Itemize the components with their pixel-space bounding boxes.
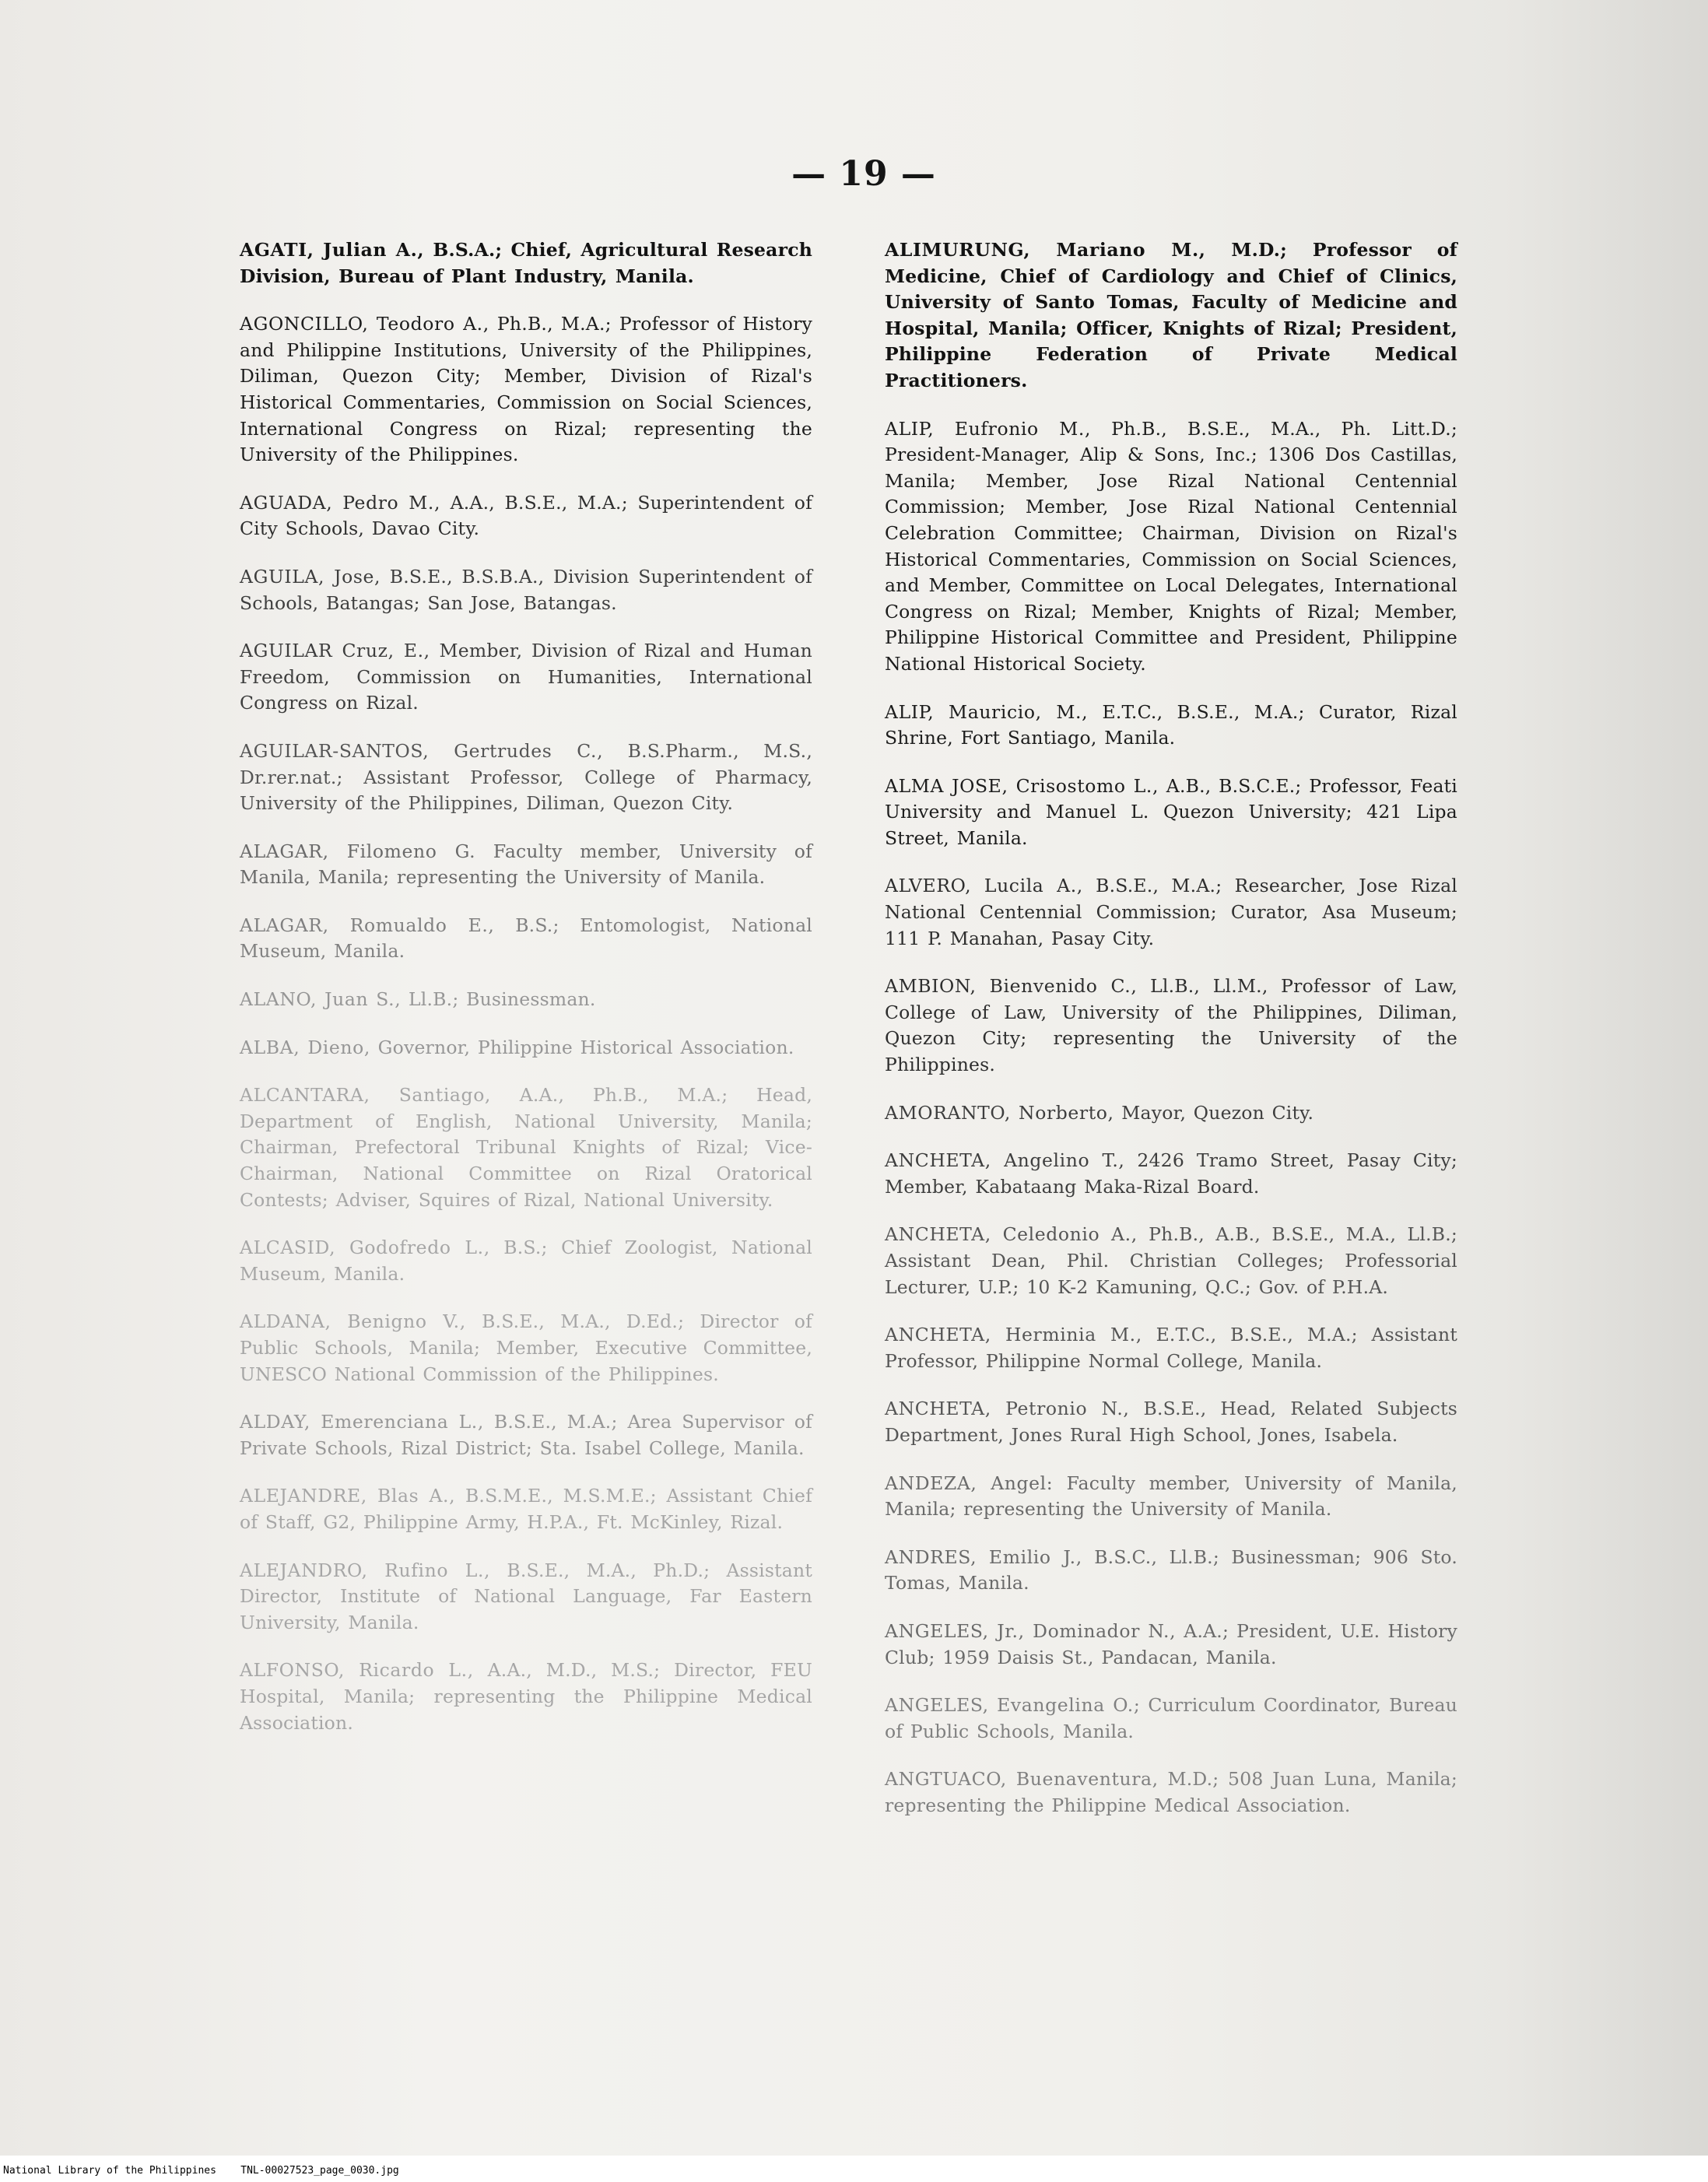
entry-name: ALANO, Juan S., xyxy=(240,988,402,1011)
directory-entry xyxy=(240,490,812,542)
directory-entry xyxy=(885,1100,1457,1127)
directory-entry xyxy=(885,973,1457,1078)
entry-details: B.S.M.E., M.S.M.E.; Assistant Chief of Staff, G2, Philippine Army, H.P.A., Ft. McKinley, Rizal. xyxy=(240,1485,813,1533)
entry-name: AMORANTO, Norberto, xyxy=(885,1101,1114,1124)
entry-name: ALDANA, Benigno V., xyxy=(240,1310,466,1333)
directory-entry xyxy=(240,638,812,717)
entry-name: ALIP, Mauricio, M., xyxy=(885,700,1089,723)
entry-name: ALIP, Eufronio M., xyxy=(885,417,1092,440)
directory-entry xyxy=(240,311,812,468)
entry-details: Ll.B.; Businessman. xyxy=(408,988,596,1011)
entry-name: AGUADA, Pedro M., xyxy=(240,491,441,514)
entry-name: ALEJANDRO, Rufino L., xyxy=(240,1559,491,1581)
entry-details: B.S.E., M.A., D.Ed.; Director of Public Schools, Manila; Member, Executive Committee, UNESCO National Commission of the Philippines. xyxy=(240,1310,812,1385)
directory-entry xyxy=(240,1558,812,1636)
directory-entry xyxy=(885,1322,1457,1374)
directory-entry xyxy=(885,1222,1457,1300)
directory-entry xyxy=(240,738,812,817)
entry-name: ALAGAR, Filomeno G. xyxy=(240,840,476,862)
directory-entry xyxy=(885,1545,1457,1597)
entry-name: ALFONSO, Ricardo L., xyxy=(240,1659,474,1682)
entry-details: A.A., Ph.B., M.A.; Head, Department of English, National University, Manila; Chairman, Prefectoral Tribunal Knights of Rizal; Vice-Chairman, National Committee on Rizal Oratorical Contests; Adviser, Squires of Rizal, National University. xyxy=(240,1084,812,1211)
directory-entry xyxy=(885,1396,1457,1448)
entry-details: E.T.C., B.S.E., M.A.; Assistant Professor, Philippine Normal College, Manila. xyxy=(885,1324,1457,1372)
directory-entry xyxy=(240,1035,812,1061)
entry-details: Curriculum Coordinator, Bureau of Public Schools, Manila. xyxy=(885,1694,1458,1742)
directory-entry xyxy=(240,913,812,965)
directory-entry xyxy=(240,564,812,616)
entry-name: ANCHETA, Herminia M., xyxy=(885,1324,1142,1346)
entry-name: ANDRES, Emilio J., xyxy=(885,1545,1082,1568)
directory-entry xyxy=(240,1235,812,1287)
entry-details: A.A., B.S.E., M.A.; Superintendent of City Schools, Davao City. xyxy=(240,491,812,540)
entry-name: AGUILAR-SANTOS, Gertrudes C., xyxy=(240,739,604,762)
directory-entry xyxy=(885,700,1457,752)
entry-name: ANCHETA, Celedonio A., xyxy=(885,1223,1138,1246)
directory-entry xyxy=(240,1658,812,1736)
entry-details: Ph.B., M.A.; Professor of History and Philippine Institutions, University of the Philippines, Diliman, Quezon City; Member, Division of Rizal's Historical Commentaries, Commission on Social Sciences, International Congress on Rizal; representing the University of the Philippines. xyxy=(240,313,812,466)
directory-entry xyxy=(885,873,1457,952)
entry-details: Governor, Philippine Historical Association. xyxy=(377,1036,794,1058)
entry-details: Faculty member, University of Manila, Manila; representing the University of Manila. xyxy=(885,1472,1457,1521)
entry-name: ANGELES, Jr., Dominador N., xyxy=(885,1619,1177,1642)
left-column xyxy=(240,237,812,1758)
entry-name: ALIMURUNG, Mariano M., xyxy=(885,239,1206,261)
directory-entry xyxy=(240,1082,812,1213)
entry-name: ALMA JOSE, Crisostomo L., xyxy=(885,774,1159,797)
entry-details: M.D.; Professor of Medicine, Chief of Cardiology and Chief of Clinics, University of Santo Tomas, Faculty of Medicine and Hospital, Manila; Officer, Knights of Rizal; President, Philippine Federation of Private Medical Practitioners. xyxy=(885,239,1457,391)
right-column xyxy=(885,237,1457,1841)
entry-details: B.S.C., Ll.B.; Businessman; 906 Sto. Tomas, Manila. xyxy=(885,1545,1457,1594)
directory-entry xyxy=(240,987,812,1013)
entry-details: B.S.Pharm., M.S., Dr.rer.nat.; Assistant Professor, College of Pharmacy, University of the Philippines, Diliman, Quezon City. xyxy=(240,739,812,815)
footer-bar xyxy=(0,2156,1708,2182)
entry-details: B.S.E., M.A.; Area Supervisor of Private Schools, Rizal District; Sta. Isabel College, Manila. xyxy=(240,1411,813,1459)
entry-name: AGATI, Julian A., xyxy=(240,239,425,261)
entry-details: M.D.; 508 Juan Luna, Manila; representing the Philippine Medical Association. xyxy=(885,1768,1458,1816)
entry-details: B.S.; Entomologist, National Museum, Manila. xyxy=(240,914,812,963)
entry-details: A.A.; President, U.E. History Club; 1959 Daisis St., Pandacan, Manila. xyxy=(885,1619,1458,1668)
entry-details: B.S.E., Head, Related Subjects Department, Jones Rural High School, Jones, Isabela. xyxy=(885,1398,1457,1446)
directory-entry xyxy=(240,237,812,289)
directory-entry xyxy=(240,1409,812,1461)
directory-entry xyxy=(885,1693,1457,1745)
entry-details: B.S.E., B.S.B.A., Division Superintendent of Schools, Batangas; San Jose, Batangas. xyxy=(240,565,813,614)
entry-name: AGONCILLO, Teodoro A., xyxy=(240,313,489,335)
directory-entry xyxy=(885,774,1457,852)
entry-details: B.S.E., M.A.; Researcher, Jose Rizal National Centennial Commission; Curator, Asa Museum; 111 P. Manahan, Pasay City. xyxy=(885,875,1458,949)
entry-name: AMBION, Bienvenido C., xyxy=(885,975,1138,998)
entry-name: ANCHETA, Angelino T., xyxy=(885,1149,1125,1172)
entry-name: ALCANTARA, Santiago, xyxy=(240,1084,492,1107)
entry-details: Faculty member, University of Manila, Manila; representing the University of Manila. xyxy=(240,840,812,889)
entry-name: ANGTUACO, Buenaventura, xyxy=(885,1768,1159,1791)
directory-entry xyxy=(240,1483,812,1535)
entry-details: Ph.B., B.S.E., M.A., Ph. Litt.D.; President-Manager, Alip & Sons, Inc.; 1306 Dos Castillas, Manila; Member, Jose Rizal National Centennial Commission; Member, Jose Rizal National Centennial Celebration Committee; Chairman, Division on Rizal's Historical Commentaries, Commission on Social Sciences, and Member, Committee on Local Delegates, International Congress on Rizal; Member, Knights of Rizal; Member, Philippine Historical Committee and President, Philippine National Historical Society. xyxy=(885,417,1457,675)
footer-library: National Library of the Philippines xyxy=(3,2165,216,2177)
entry-name: ALEJANDRE, Blas A., xyxy=(240,1485,456,1507)
entry-details: A.A., M.D., M.S.; Director, FEU Hospital, Manila; representing the Philippine Medical Association. xyxy=(240,1659,812,1734)
entry-name: ALVERO, Lucila A., xyxy=(885,875,1083,897)
footer-filename: TNL-00027523_page_0030.jpg xyxy=(240,2165,399,2177)
entry-name: ALDAY, Emerenciana L., xyxy=(240,1411,484,1433)
entry-details: Ll.B., Ll.M., Professor of Law, College of Law, University of the Philippines, Diliman, Quezon City; representing the University of the Philippines. xyxy=(885,975,1457,1076)
footer-caption xyxy=(3,2165,399,2177)
directory-entry xyxy=(885,1619,1457,1671)
entry-details: B.S.A.; Chief, Agricultural Research Division, Bureau of Plant Industry, Manila. xyxy=(240,239,812,287)
directory-entry xyxy=(240,1309,812,1387)
entry-name: ANGELES, Evangelina O.; xyxy=(885,1694,1141,1717)
entry-details: 2426 Tramo Street, Pasay City; Member, Kabataang Maka-Rizal Board. xyxy=(885,1149,1457,1198)
entry-details: B.S.; Chief Zoologist, National Museum, Manila. xyxy=(240,1237,812,1285)
entry-details: Member, Division of Rizal and Human Freedom, Commission on Humanities, International Congress on Rizal. xyxy=(240,640,812,714)
entry-details: B.S.E., M.A., Ph.D.; Assistant Director, Institute of National Language, Far Eastern University, Manila. xyxy=(240,1559,812,1633)
entry-name: ANDEZA, Angel: xyxy=(885,1472,1054,1494)
directory-entry xyxy=(885,416,1457,678)
entry-details: E.T.C., B.S.E., M.A.; Curator, Rizal Shrine, Fort Santiago, Manila. xyxy=(885,700,1458,749)
directory-entry xyxy=(885,237,1457,395)
entry-name: ALBA, Dieno, xyxy=(240,1036,370,1058)
entry-details: Ph.B., A.B., B.S.E., M.A., Ll.B.; Assistant Dean, Phil. Christian Colleges; Professorial Lecturer, U.P.; 10 K-2 Kamuning, Q.C.; Gov. of P.H.A. xyxy=(885,1223,1457,1298)
directory-entry xyxy=(240,839,812,891)
entry-name: ANCHETA, Petronio N., xyxy=(885,1398,1130,1420)
entry-details: Mayor, Quezon City. xyxy=(1121,1101,1314,1124)
directory-entry xyxy=(885,1471,1457,1523)
entry-name: ALCASID, Godofredo L., xyxy=(240,1237,490,1259)
directory-entry xyxy=(885,1148,1457,1200)
directory-entry xyxy=(885,1766,1457,1819)
entry-details: A.B., B.S.C.E.; Professor, Feati University and Manuel L. Quezon University; 421 Lipa Street, Manila. xyxy=(885,774,1458,849)
entry-name: ALAGAR, Romualdo E., xyxy=(240,914,495,936)
page-number: — 19 — xyxy=(791,154,936,194)
entry-name: AGUILA, Jose, xyxy=(240,565,381,588)
entry-name: AGUILAR Cruz, E., xyxy=(240,640,430,662)
